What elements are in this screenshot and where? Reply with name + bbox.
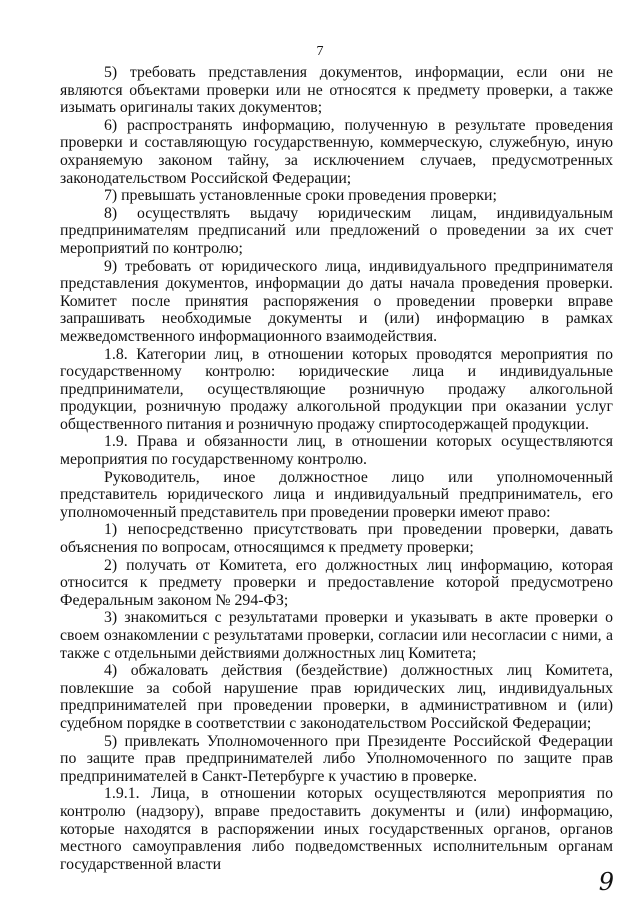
- paragraph-section-1-8: 1.8. Категории лиц, в отношении которых проводятся мероприятия по государственному контролю: юридические лица и индивидуальные предприниматели, осуществляющие розничную продажу алкогольной продукции, розничную продажу алкогольной продукции при оказании услуг общественного питания и розничную продажу спиртосодержащей продукции.: [60, 345, 613, 433]
- page-number: 7: [316, 44, 324, 59]
- paragraph-section-1-9: 1.9. Права и обязанности лиц, в отношении которых осуществляются мероприятия по государственному контролю.: [60, 433, 613, 469]
- paragraph-item-5: 5) требовать представления документов, информации, если они не являются объектами проверки или не относятся к предмету проверки, а также изымать оригиналы таких документов;: [60, 64, 613, 117]
- paragraph-item-9: 9) требовать от юридического лица, индивидуального предпринимателя представления документов, информации до даты начала проведения проверки. Комитет после принятия распоряжения о проведении проверки вправе запрашивать необходимые документы и (или) информацию в рамках межведомственного информационного взаимодействия.: [60, 257, 613, 345]
- paragraph-section-1-9-1: 1.9.1. Лица, в отношении которых осуществляются мероприятия по контролю (надзору), вправе предоставить документы и (или) информацию, которые находятся в распоряжении иных государственных органов, органов местного самоуправления либо подведомственных исполнительным органам государственной власти: [60, 785, 613, 873]
- paragraph-right-4: 4) обжаловать действия (бездействие) должностных лиц Комитета, повлекшие за собой нарушение прав юридических лиц, индивидуальных предпринимателей при проведении проверки, в административном и (или) судебном порядке в соответствии с законодательством Российской Федерации;: [60, 662, 613, 732]
- paragraph-right-3: 3) знакомиться с результатами проверки и указывать в акте проверки о своем ознакомлении с результатами проверки, согласии или несогласии с ними, а также с отдельными действиями должностных лиц Комитета;: [60, 609, 613, 662]
- paragraph-item-8: 8) осуществлять выдачу юридическим лицам, индивидуальным предпринимателям предписаний или предложений о проведении за их счет мероприятий по контролю;: [60, 204, 613, 257]
- paragraph-item-7: 7) превышать установленные сроки проведения проверки;: [104, 187, 497, 205]
- paragraph-right-5: 5) привлекать Уполномоченного при Президенте Российской Федерации по защите прав предпринимателей либо Уполномоченного по защите прав предпринимателей в Санкт-Петербурге к участию в проверке.: [60, 732, 613, 785]
- paragraph-rights-intro: Руководитель, иное должностное лицо или уполномоченный представитель юридического лица и индивидуальный предприниматель, его уполномоченный представитель при проведении проверки имеют право:: [60, 468, 613, 521]
- paragraph-item-6: 6) распространять информацию, полученную в результате проведения проверки и составляющую государственную, коммерческую, служебную, иную охраняемую законом тайну, за исключением случаев, предусмотренных законодательством Российской Федерации;: [60, 116, 613, 187]
- document-body: [60, 64, 613, 873]
- paragraph-right-1: 1) непосредственно присутствовать при проведении проверки, давать объяснения по вопросам, относящимся к предмету проверки;: [60, 521, 613, 557]
- handwritten-page-mark: 9: [598, 868, 614, 896]
- paragraph-right-2: 2) получать от Комитета, его должностных лиц информацию, которая относится к предмету проверки и предоставление которой предусмотрено Федеральным законом № 294-ФЗ;: [60, 556, 613, 609]
